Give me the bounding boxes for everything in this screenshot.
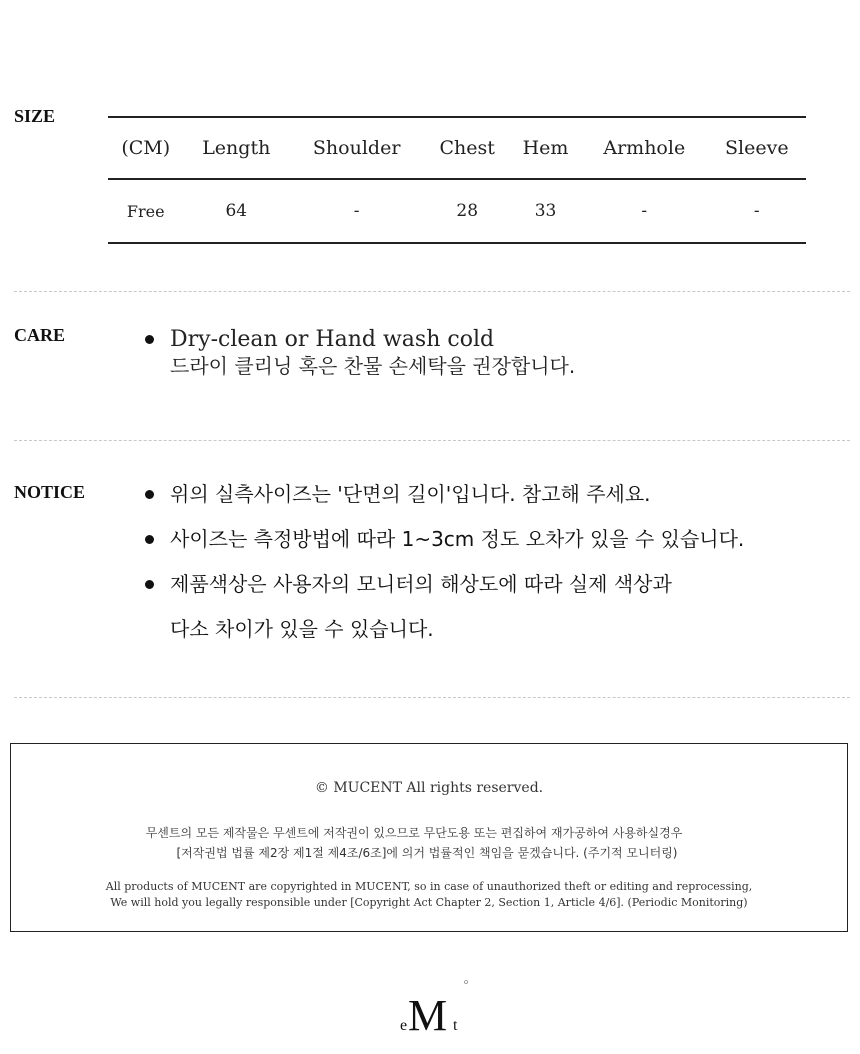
list-item <box>145 518 744 560</box>
bullet-icon <box>145 490 154 499</box>
header-shoulder: Shoulder <box>312 137 401 159</box>
care-section-label: CARE <box>14 325 66 345</box>
size-section-label: SIZE <box>14 106 56 126</box>
divider <box>14 697 850 698</box>
copyright-kr-line-1: 무센트의 모든 제작물은 무센트에 저작권이 있으므로 무단도용 또는 편집하여 재가공하여 사용하실경우 <box>145 826 683 840</box>
bullet-icon <box>145 580 154 589</box>
copyright-box <box>10 743 848 932</box>
cell-size: Free <box>126 201 165 221</box>
mucent-logo-icon <box>398 978 470 1034</box>
list-item <box>145 563 672 605</box>
svg-text:e: e <box>400 1017 408 1034</box>
bullet-icon <box>145 535 154 544</box>
list-item <box>145 473 651 515</box>
size-table <box>108 116 806 244</box>
notice-text: 다소 차이가 있을 수 있습니다. <box>170 617 434 641</box>
header-hem: Hem <box>522 137 569 159</box>
header-armhole: Armhole <box>603 137 686 159</box>
cell-sleeve: - <box>753 201 760 221</box>
bullet-icon <box>145 335 154 344</box>
header-sleeve: Sleeve <box>725 137 789 159</box>
cell-hem: 33 <box>534 201 557 221</box>
header-length: Length <box>202 137 271 159</box>
copyright-kr-line-2: [저작권법 법률 제2장 제1절 제4조/6조]에 의거 법률적인 책임을 묻겠습니다. (주기적 모니터링) <box>176 846 678 860</box>
cell-armhole: - <box>641 201 648 221</box>
size-table-header-row <box>108 117 806 179</box>
list-item-continuation <box>170 608 434 650</box>
cell-chest: 28 <box>456 201 479 221</box>
cell-shoulder: - <box>353 201 360 221</box>
table-row <box>108 179 806 243</box>
notice-text: 위의 실측사이즈는 '단면의 길이'입니다. 참고해 주세요. <box>170 482 651 506</box>
notice-text: 사이즈는 측정방법에 따라 1~3cm 정도 오차가 있을 수 있습니다. <box>170 527 745 551</box>
copyright-en-line-2: We will hold you legally responsible under [Copyright Act Chapter 2, Section 1, Article 4/6]. (Periodic Monitoring) <box>110 896 748 909</box>
care-item <box>145 326 575 380</box>
notice-text: 제품색상은 사용자의 모니터의 해상도에 따라 실제 색상과 <box>170 572 672 596</box>
divider <box>14 291 850 292</box>
divider <box>14 440 850 441</box>
svg-text:M: M <box>408 991 448 1034</box>
copyright-title: © MUCENT All rights reserved. <box>314 780 544 796</box>
care-text-en: Dry-clean or Hand wash cold <box>170 327 495 352</box>
svg-text:t: t <box>453 1017 458 1034</box>
care-text-kr: 드라이 클리닝 혹은 찬물 손세탁을 권장합니다. <box>170 354 576 378</box>
notice-section-label: NOTICE <box>14 482 86 502</box>
cell-length: 64 <box>225 201 248 221</box>
header-chest: Chest <box>439 137 495 159</box>
header-unit: (CM) <box>121 137 171 159</box>
copyright-en-line-1: All products of MUCENT are copyrighted in MUCENT, so in case of unauthorized theft or editing and reprocessing, <box>105 880 753 893</box>
